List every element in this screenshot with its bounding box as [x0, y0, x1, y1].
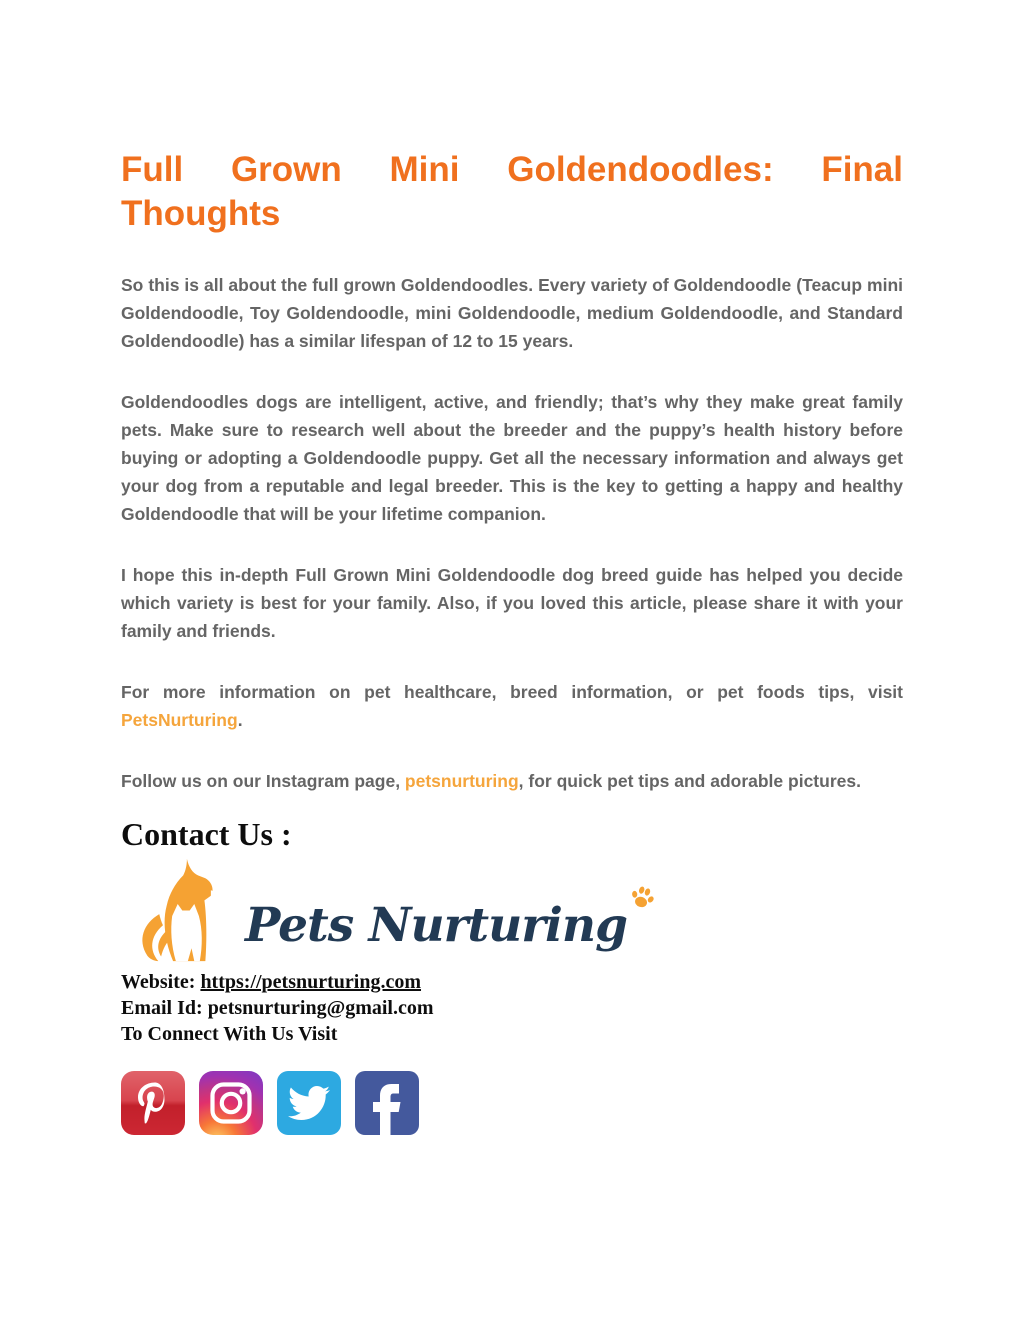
email-label: Email Id:: [121, 997, 208, 1019]
paw-icon: [625, 880, 659, 914]
paragraph-petsnurturing: [121, 678, 903, 734]
contact-details: [121, 969, 903, 1047]
paragraph-lifespan: So this is all about the full grown Goldendoodles. Every variety of Goldendoodle (Teacup mini Goldendoodle, Toy Goldendoodle, mini Goldendoodle, medium Goldendoodle, and Standard Goldendoodle) has a similar lifespan of 12 to 15 years.: [121, 275, 903, 351]
email-line: [121, 995, 903, 1021]
website-line: [121, 969, 903, 995]
dog-cat-logo-icon: [121, 857, 239, 963]
logo-wordmark: Pets Nurturing: [245, 898, 627, 953]
article-content: [121, 0, 903, 1135]
paragraph-instagram: [121, 767, 903, 795]
sentence-text: Follow us on our Instagram page,: [121, 771, 405, 791]
instagram-icon[interactable]: [199, 1071, 263, 1135]
twitter-icon[interactable]: [277, 1071, 341, 1135]
page-title: Full Grown Mini Goldendoodles: Final Thoughts: [121, 150, 903, 233]
social-icons-row: [121, 1071, 903, 1135]
facebook-icon[interactable]: [355, 1071, 419, 1135]
sentence-text: For more information on pet healthcare, breed information, or pet foods tips, visit: [121, 682, 903, 702]
instagram-page-link[interactable]: petsnurturing: [404, 771, 519, 791]
sentence-text: , for quick pet tips and adorable pictures.: [518, 771, 861, 791]
sentence-text: .: [237, 710, 243, 730]
website-label: Website:: [121, 971, 201, 993]
petsnurturing-link[interactable]: PetsNurturing: [121, 710, 238, 730]
contact-us-heading: Contact Us :: [121, 816, 292, 852]
email-value: petsnurturing@gmail.com: [207, 997, 434, 1019]
paragraph-breeder-advice: Goldendoodles dogs are intelligent, active, and friendly; that’s why they make great family pets. Make sure to research well about the breeder and the puppy’s health history before buying or adopting a Goldendoodle puppy. Get all the necessary information and always get your dog from a reputable and legal breeder. This is the key to getting a happy and healthy Goldendoodle that will be your lifetime companion.: [121, 392, 903, 524]
connect-line: To Connect With Us Visit: [121, 1023, 338, 1045]
website-link[interactable]: https://petsnurturing.com: [200, 971, 422, 993]
pinterest-icon[interactable]: [121, 1071, 185, 1135]
paragraph-closing: I hope this in-depth Full Grown Mini Goldendoodle dog breed guide has helped you decide which variety is best for your family. Also, if you loved this article, please share it with your family and friends.: [121, 565, 903, 641]
pets-nurturing-logo: [121, 857, 903, 963]
